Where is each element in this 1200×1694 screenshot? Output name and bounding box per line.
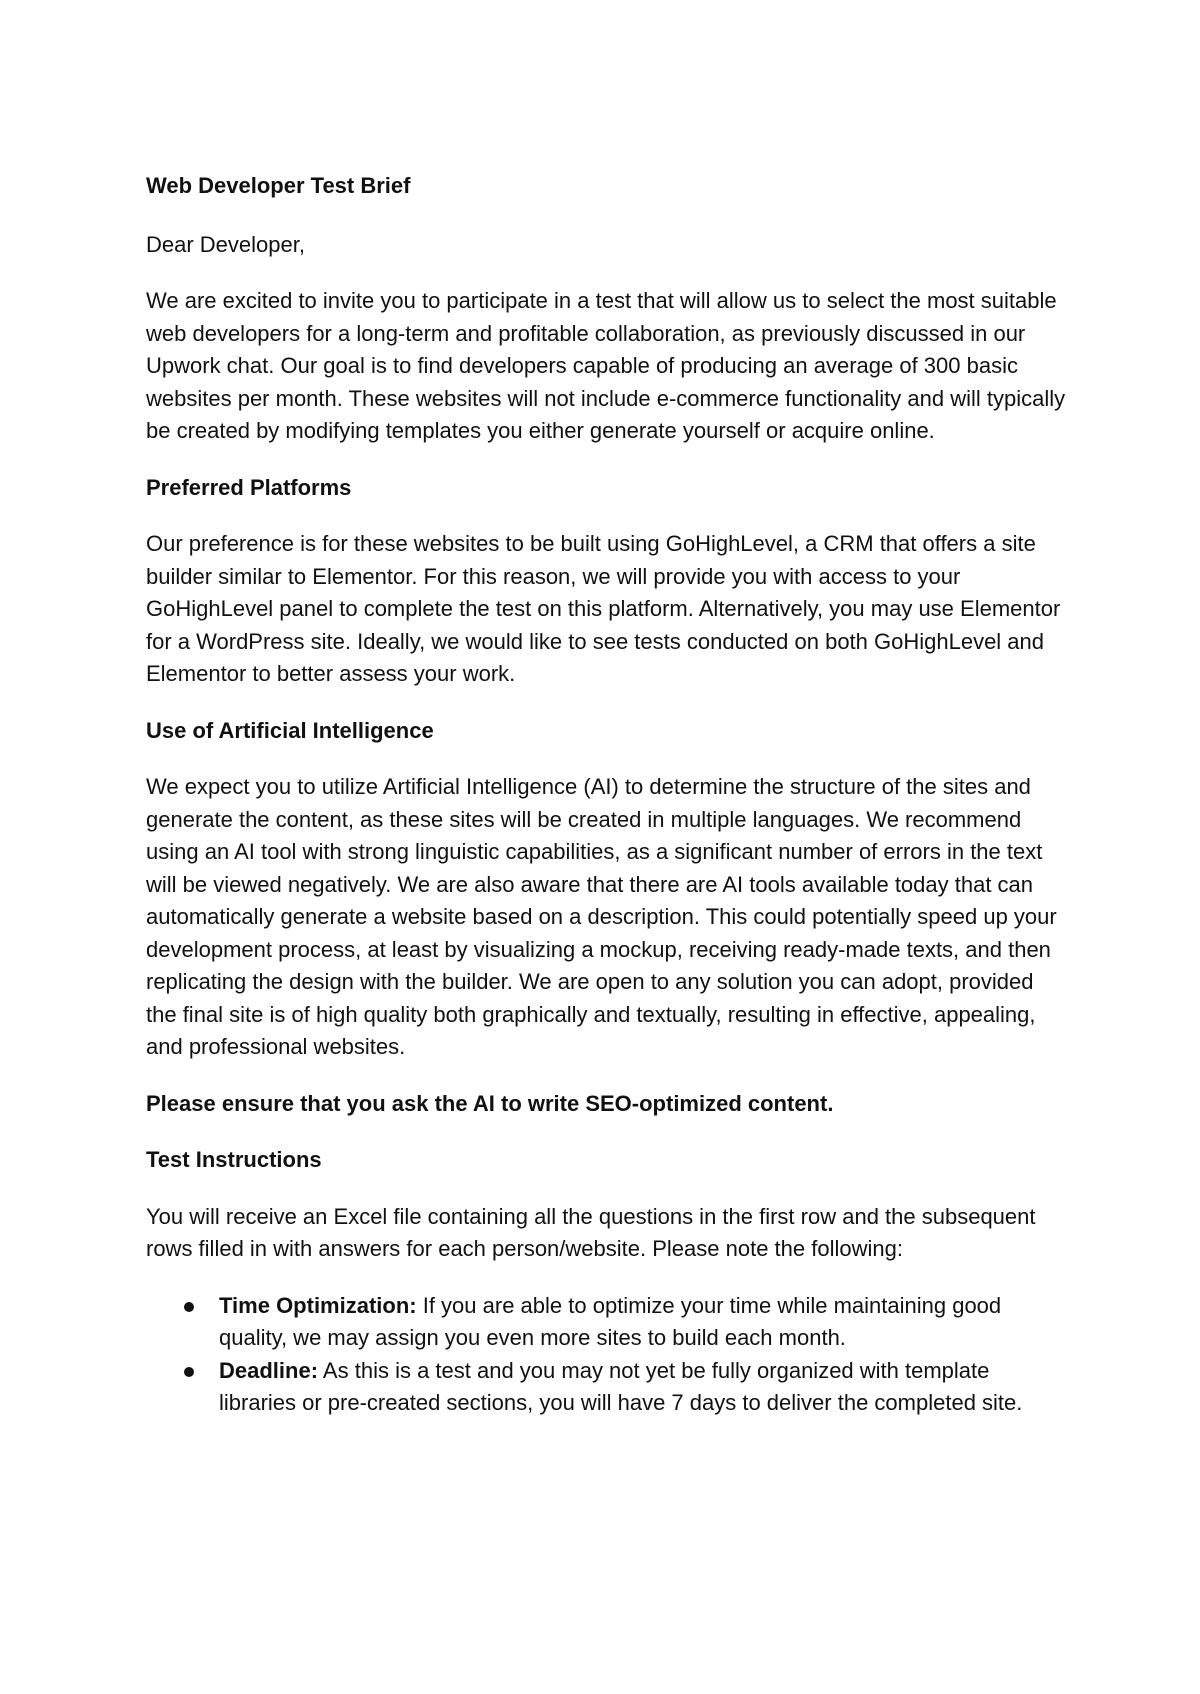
intro-paragraph: We are excited to invite you to participate in a test that will allow us to select the most suitable web developers for a long-term and profitable collaboration, as previously discussed in our Upwork chat. Our goal is to find developers capable of producing an average of 300 basic websites per month. These websites will not include e-commerce functionality and will typically be created by modifying templates you either generate yourself or acquire online. bbox=[146, 288, 1066, 443]
section-heading-test-instructions: Test Instructions bbox=[146, 1147, 322, 1172]
document-page bbox=[146, 170, 1066, 1420]
bullet-item-deadline bbox=[146, 1355, 1066, 1420]
document-title: Web Developer Test Brief bbox=[146, 173, 411, 198]
bullet-dot-icon bbox=[184, 1302, 194, 1312]
preferred-platforms-paragraph: Our preference is for these websites to be built using GoHighLevel, a CRM that offers a site builder similar to Elementor. For this reason, we will provide you with access to your GoHighLevel panel to complete the test on this platform. Alternatively, you may use Elementor for a WordPress site. Ideally, we would like to see tests conducted on both GoHighLevel and Elementor to better assess your work. bbox=[146, 531, 1061, 686]
bullet-item-time-optimization bbox=[146, 1290, 1066, 1355]
artificial-intelligence-paragraph: We expect you to utilize Artificial Intelligence (AI) to determine the structure of the sites and generate the content, as these sites will be created in multiple languages. We recommend using an AI tool with strong linguistic capabilities, as a significant number of errors in the text will be viewed negatively. We are also aware that there are AI tools available today that can automatically generate a website based on a description. This could potentially speed up your development process, at least by visualizing a mockup, receiving ready-made texts, and then replicating the design with the builder. We are open to any solution you can adopt, provided the final site is of high quality both graphically and textually, resulting in effective, appealing, and professional websites. bbox=[146, 774, 1057, 1059]
bullet-label: Deadline: bbox=[219, 1357, 319, 1383]
instructions-bullet-list bbox=[146, 1290, 1066, 1420]
test-instructions-paragraph: You will receive an Excel file containing all the questions in the first row and the subsequent rows filled in with answers for each person/website. Please note the following: bbox=[146, 1203, 1036, 1261]
bullet-label: Time Optimization: bbox=[219, 1292, 417, 1318]
bullet-text: If you are able to optimize your time while maintaining good quality, we may assign you even more sites to build each month. bbox=[219, 1292, 1002, 1350]
bullet-dot-icon bbox=[184, 1367, 194, 1377]
seo-note: Please ensure that you ask the AI to write SEO-optimized content. bbox=[146, 1090, 834, 1116]
greeting: Dear Developer, bbox=[146, 231, 305, 257]
bullet-text: As this is a test and you may not yet be fully organized with template libraries or pre-created sections, you will have 7 days to deliver the completed site. bbox=[219, 1357, 1023, 1415]
section-heading-preferred-platforms: Preferred Platforms bbox=[146, 474, 352, 500]
section-heading-artificial-intelligence: Use of Artificial Intelligence bbox=[146, 717, 434, 743]
